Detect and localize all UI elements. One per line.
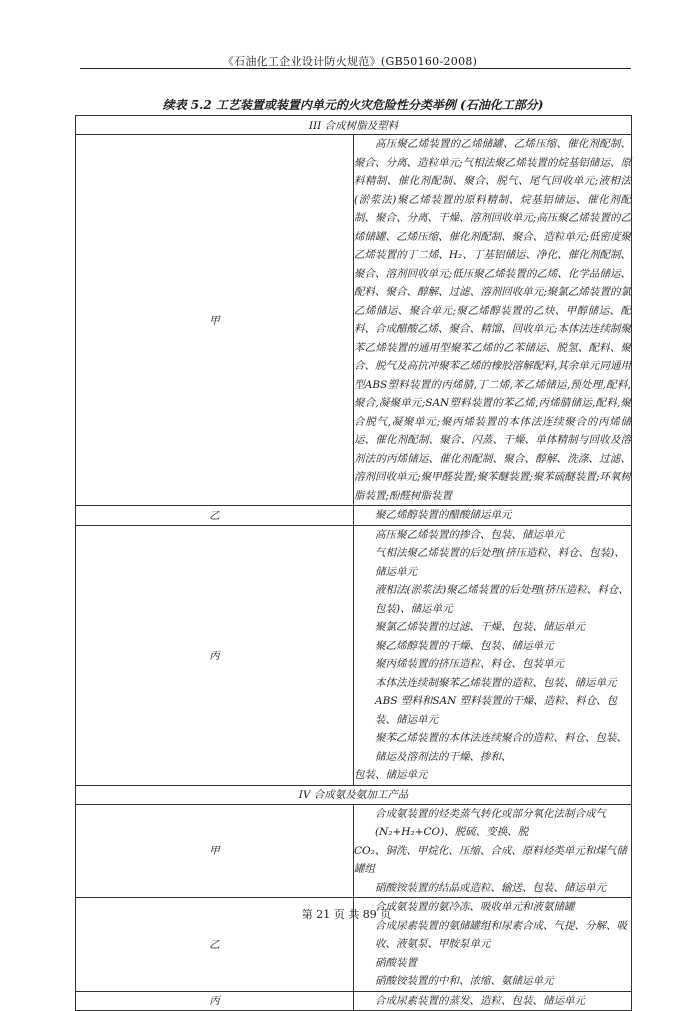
row-line: ABS 塑料和SAN 塑料装置的干燥、造粒、料仓、包装、储运单元 [375, 695, 618, 726]
row-line: 聚乙烯醇装置的干燥、包装、储运单元 [375, 639, 554, 652]
row-line: 聚氯乙烯装置的过滤、干燥、包装、储运单元 [375, 621, 585, 633]
page-number: 第 21 页 共 89 页 [301, 908, 392, 921]
hazard-class: 丙 [76, 525, 354, 785]
table-row [76, 804, 632, 898]
row-content [354, 991, 632, 1011]
row-content [354, 506, 632, 526]
row-line: 包装、储运单元 [354, 769, 428, 781]
section-heading: III 合成树脂及塑料 [76, 116, 632, 135]
table-title: 续表 5.2 工艺装置或装置内单元的火灾危险性分类举例 (石油化工部分) [162, 98, 544, 112]
row-line: CO₂、铜洗、甲烷化、压缩、合成、原料烃类单元和煤气储罐组 [354, 844, 627, 875]
section-heading-row [76, 116, 632, 135]
hazard-class: 乙 [76, 506, 354, 526]
row-content [354, 135, 632, 506]
hazard-class: 甲 [76, 135, 354, 506]
row-line: 聚苯乙烯装置的本体法连续聚合的造粒、料仓、包装、储运及溶剂法的干燥、掺和、 [375, 732, 627, 763]
row-line: 液相法(淤浆法)聚乙烯装置的后处理(挤压造粒、料仓、包装)、储运单元 [375, 584, 629, 615]
row-content [354, 804, 632, 898]
row-line: 合成尿素装置的氨储罐组和尿素合成、气提、分解、吸收、液氨泵、甲胺泵单元 [375, 919, 627, 950]
section-heading: IV 合成氨及氨加工产品 [76, 785, 632, 804]
row-line: 硝酸铵装置的中和、浓缩、氨储运单元 [375, 975, 554, 987]
table-row [76, 525, 632, 785]
hazard-class: 乙 [76, 898, 354, 992]
row-line: 本体法连续制聚苯乙烯装置的造粒、包装、储运单元 [375, 676, 617, 689]
row-line: 合成氨装置的氨冷冻、吸收单元和液氨储罐 [375, 901, 575, 913]
table-row [76, 506, 632, 526]
table-row [76, 991, 632, 1011]
hazard-class: 丙 [76, 991, 354, 1011]
running-header: 《石油化工企业设计防火规范》(GB50160-2008) [222, 55, 478, 68]
table-row [76, 135, 632, 506]
row-line: 合成尿素装置的蒸发、造粒、包装、储运单元 [375, 994, 585, 1007]
section-heading-row [76, 785, 632, 804]
header-rule [80, 68, 631, 69]
row-line: 合成氨装置的烃类蒸气转化或部分氧化法制合成气(N₂+H₂+CO)、脱硫、变换、脱 [375, 807, 606, 838]
row-line: 聚丙烯装置的挤压造粒、料仓、包装单元 [375, 658, 564, 670]
row-paragraph: 高压聚乙烯装置的乙烯储罐、乙烯压缩、催化剂配制、聚合、分离、造粒单元;气相法聚乙烯装置的烷基铝储运、原料精制、催化剂配制、聚合、脱气、尾气回收单元;液相法(淤浆法)聚乙烯装置的原料精制、烷基铝储运、催化剂配制、聚合、分离、干燥、溶剂回收单元;高压聚乙烯装置的乙烯储罐、乙烯压缩、催化剂配制、聚合、造粒单元;低密度聚乙烯装置的丁二烯、H₂、丁基铝储运、净化、催化剂配制、聚合、溶剂回收单元;低压聚乙烯装置的乙烯、化学品储运、配料、聚合、醇解、过滤、溶剂回收单元;聚氯乙烯装置的氯乙烯储运、聚合单元;聚乙烯醇装置的乙炔、甲醇储运、配料、合成醋酸乙烯、聚合、精馏、回收单元;本体法连续制聚苯乙烯装置的通用型聚苯乙烯的乙苯储运、脱氢、配料、聚合、脱气及高抗冲聚苯乙烯的橡胶溶解配料,其余单元同通用型ABS塑料装置的丙烯腈,丁二烯,苯乙烯储运,预处理,配料,聚合,凝聚单元;SAN塑料装置的苯乙烯,丙烯腈储运,配料,聚合脱气,凝聚单元;聚丙烯装置的本体法连续聚合的丙烯储运、催化剂配制、聚合、闪蒸、干燥、单体精制与回收及溶剂法的丙烯储运、催化剂配制、聚合、醇解、洗涤、过滤、溶剂回收单元;聚甲醛装置;聚苯醚装置;聚苯硫醚装置;环氧树脂装置;酚醛树脂装置 [354, 138, 631, 502]
row-line: 硝酸装置 [375, 956, 417, 969]
row-line: 高压聚乙烯装置的掺合、包装、储运单元 [375, 528, 564, 541]
classification-table [75, 115, 632, 1011]
row-line: 聚乙烯醇装置的醋酸储运单元 [375, 509, 512, 521]
row-line: 硝酸铵装置的结晶或造粒、输送、包装、储运单元 [375, 881, 606, 894]
hazard-class: 甲 [76, 804, 354, 898]
row-content [354, 525, 632, 785]
row-line: 气相法聚乙烯装置的后处理(挤压造粒、料仓、包装)、储运单元 [375, 547, 625, 578]
